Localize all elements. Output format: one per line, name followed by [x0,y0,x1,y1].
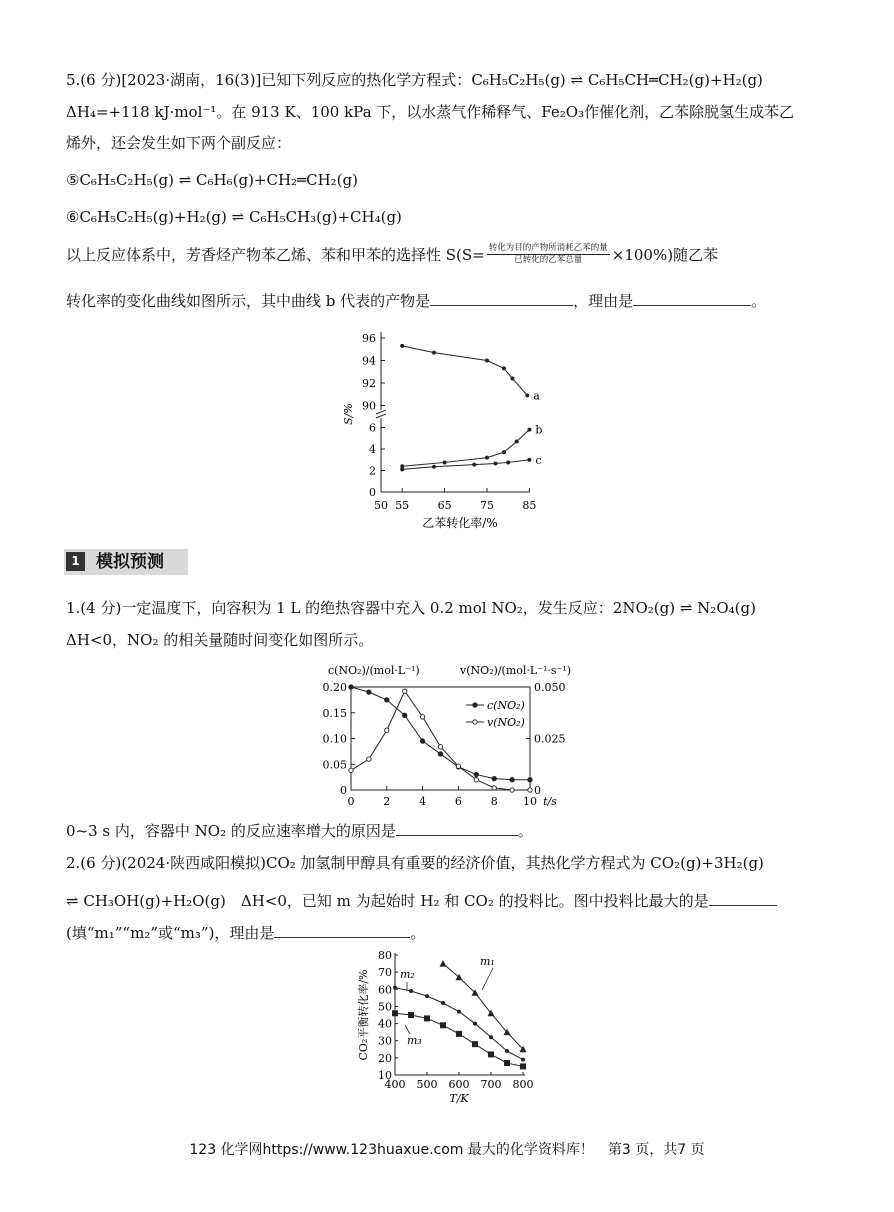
data-point-m2 [441,1001,445,1005]
q5-line1-equation: C₆H₅C₂H₅(g) ⇌ C₆H₅CH═CH₂(g)+H₂(g) [471,71,763,89]
q5-reaction-6: ⑥C₆H₅C₂H₅(g)+H₂(g) ⇌ C₆H₅CH₃(g)+CH₄(g) [66,208,402,226]
data-point-m2 [489,1035,493,1039]
data-point-a [400,344,404,348]
y-tick-label: 94 [362,354,376,368]
y-tick-label: 0 [369,486,376,499]
x-tick-label: 700 [480,1078,502,1091]
m2-line1: 2.(6 分)(2024·陕西咸阳模拟)CO₂ 加氢制甲醇具有重要的经济价值，其热化学方程式为 CO₂(g)+3H₂(g) [66,854,764,872]
series-line-m2 [395,988,523,1060]
series-label-m3: m₃ [407,1034,422,1047]
legend-label: c(NO₂) [487,699,525,712]
data-point-c [506,460,510,464]
section-badge: 1 [66,552,85,571]
data-point-v [367,757,371,761]
y-tick-label-left: 0.15 [322,706,347,720]
x-tick-label: 55 [395,499,410,512]
m2-line3 [66,922,425,943]
data-point-m3 [504,1060,510,1066]
data-point-m1 [440,960,447,967]
data-point-m2 [473,1022,477,1026]
data-point-m2 [425,994,429,998]
y-tick-label: 10 [378,1069,392,1082]
legend-marker [473,703,477,707]
x-tick-label: 75 [480,499,494,512]
m1-question-text: 0~3 s 内，容器中 NO₂ 的反应速率增大的原因是 [66,822,396,840]
q5-line3: 烯外，还会发生如下两个副反应： [66,134,292,152]
x-tick-label: 2 [383,795,391,808]
x-tick-label: 10 [523,795,537,808]
answer-blank-rate-reason[interactable] [396,820,518,836]
data-point-m3 [472,1041,478,1047]
q5-selectivity-tail: ×100%)随乙苯 [611,245,719,264]
m2-line2-text: ⇌ CH₃OH(g)+H₂O(g) ΔH<0，已知 m 为起始时 H₂ 和 CO₂ 的投料比。图中投料比最大的是 [66,892,709,910]
data-point-v [349,768,353,772]
y-tick-label: 40 [378,1017,392,1031]
y-tick-label: 50 [378,1000,392,1014]
data-point-m3 [424,1015,430,1021]
x-tick-label: 50 [374,499,388,512]
x-tick-label: 4 [419,795,427,808]
data-point-c [438,752,442,756]
y-tick-label-left: 0.20 [322,681,347,694]
data-point-c [349,685,353,689]
x-tick-label: 65 [437,499,452,512]
data-point-m3 [440,1022,446,1028]
m2-line2 [66,890,777,911]
series-label-c: c [535,453,542,467]
data-point-m2 [521,1058,525,1062]
x-tick-label: 800 [512,1078,534,1091]
answer-blank-ratio-reason[interactable] [274,922,410,938]
y-axis-label: CO₂平衡转化率/% [357,969,370,1061]
m1-end-mark: 。 [517,822,533,840]
y-tick-label: 96 [362,332,376,345]
answer-blank-product[interactable] [430,290,573,306]
data-point-m2 [409,989,413,993]
legend-marker [473,720,477,724]
y-tick-label: 90 [362,399,376,413]
no2-time-chart [310,660,580,810]
data-point-b [485,456,489,460]
axis-break-mark [376,410,386,414]
axis-break-mark [376,414,386,418]
y-tick-label-left: 0.10 [322,732,347,746]
y-tick-label: 60 [378,983,392,997]
y-tick-label: 20 [378,1051,392,1065]
y-tick-label: 6 [369,421,376,435]
y-tick-label-left: 0 [340,784,347,797]
data-point-a [510,377,514,381]
data-point-c [420,739,424,743]
x-tick-label: 400 [384,1078,406,1091]
y-axis-label-left: c(NO₂)/(mol·L⁻¹) [328,664,420,677]
y-tick-label: 4 [369,443,376,456]
data-point-v [385,728,389,732]
y-tick-label-right: 0.050 [534,681,566,694]
y-tick-label: 70 [378,966,392,980]
series-label-m1: m₁ [480,955,495,968]
series-line-a [402,346,527,396]
series-label-m2: m₂ [400,968,415,981]
data-point-m2 [393,986,397,990]
series-label-a: a [533,389,540,403]
x-tick-label: 600 [448,1078,470,1091]
y-tick-label: 30 [378,1034,392,1048]
section-header [64,549,188,575]
data-point-v [420,715,424,719]
q5-selectivity-text: 以上反应体系中，芳香烃产物苯乙烯、苯和甲苯的选择性 S(S= [66,245,485,264]
data-point-b [515,439,519,443]
data-point-c [474,772,478,776]
data-point-m3 [488,1051,494,1057]
q5-end-mark: 。 [751,292,767,310]
series-label-b: b [535,423,543,437]
data-point-c [493,462,497,466]
data-point-v [510,788,514,792]
data-point-a [525,393,529,397]
selectivity-fraction [487,243,610,266]
y-axis-label: S/% [342,403,355,425]
fraction-numerator: 转化为目的产物所消耗乙苯的量 [488,243,608,253]
data-point-a [485,359,489,363]
m1-line1: 1.(4 分)一定温度下，向容积为 1 L 的绝热容器中充入 0.2 mol NO₂，发生反应：2NO₂(g) ⇌ N₂O₄(g) [66,599,756,617]
data-point-v [403,689,407,693]
data-point-c [528,778,532,782]
answer-blank-max-ratio[interactable] [709,890,777,906]
y-tick-label-right: 0 [534,784,541,797]
y-tick-label: 92 [362,377,376,390]
x-axis-label: 乙苯转化率/% [422,516,498,530]
q5-reaction-5: ⑤C₆H₅C₂H₅(g) ⇌ C₆H₆(g)+CH₂═CH₂(g) [66,171,358,189]
data-point-c [527,458,531,462]
series-line-b [402,430,529,467]
m2-line3-text: (填“m₁”“m₂”或“m₃”)，理由是 [66,924,275,942]
q5-reason-label: ，理由是 [573,292,634,310]
data-point-m3 [520,1063,526,1069]
q5-selectivity-line [66,243,718,266]
x-tick-label: 6 [454,795,462,808]
data-point-m3 [408,1012,414,1018]
data-point-c [403,713,407,717]
fraction-denominator: 已转化的乙苯总量 [514,255,583,265]
data-point-m2 [457,1010,461,1014]
data-point-c [510,778,514,782]
data-point-v [474,778,478,782]
x-tick-label: 0 [347,795,355,808]
data-point-m2 [505,1049,509,1053]
y-tick-label: 80 [378,950,392,962]
data-point-c [385,698,389,702]
data-point-v [438,745,442,749]
x-tick-label: 8 [490,795,498,808]
y-axis-label-right: v(NO₂)/(mol·L⁻¹·s⁻¹) [460,664,572,677]
m1-question-line [66,820,533,841]
data-point-m3 [456,1031,462,1037]
selectivity-chart [330,322,550,532]
data-point-m3 [392,1010,398,1016]
data-point-c [400,467,404,471]
x-axis-label: T/K [449,1092,469,1105]
data-point-c [432,465,436,469]
x-tick-label: 85 [522,499,537,512]
section-title: 模拟预测 [96,552,164,572]
m2-end-mark: 。 [410,924,426,942]
answer-blank-reason[interactable] [633,290,751,306]
y-tick-label-left: 0.05 [322,758,347,772]
label-leader-m1 [482,968,493,990]
q5-line1-intro: 5.(6 分)[2023·湖南，16(3)]已知下列反应的热化学方程式： [66,71,472,89]
label-leader-m3 [405,1025,410,1034]
data-point-v [456,764,460,768]
data-point-v [528,788,532,792]
data-point-c [367,690,371,694]
legend-label: v(NO₂) [487,716,525,729]
data-point-b [502,450,506,454]
x-axis-label: t/s [543,795,557,808]
y-tick-label-right: 0.025 [534,732,566,746]
data-point-a [432,351,436,355]
y-tick-label: 2 [369,464,376,478]
data-point-c [472,463,476,467]
x-tick-label: 500 [416,1078,438,1091]
q5-line2: ΔH₄=+118 kJ·mol⁻¹。在 913 K、100 kPa 下，以水蒸气作稀释气、Fe₂O₃作催化剂，乙苯除脱氢生成苯乙 [66,103,795,121]
q5-question-line [66,290,766,311]
m1-line2: ΔH<0，NO₂ 的相关量随时间变化如图所示。 [66,631,374,649]
q5-line1 [66,70,763,90]
page-footer: 123 化学网https://www.123huaxue.com 最大的化学资料库！ 第3 页，共7 页 [189,1142,705,1158]
data-point-c [492,776,496,780]
q5-question-text: 转化率的变化曲线如图所示，其中曲线 b 代表的产物是 [66,292,431,310]
series-line-m1 [443,964,523,1050]
co2-conversion-chart [355,950,535,1110]
data-point-a [502,366,506,370]
data-point-v [492,786,496,790]
data-point-b [527,428,531,432]
data-point-b [443,460,447,464]
